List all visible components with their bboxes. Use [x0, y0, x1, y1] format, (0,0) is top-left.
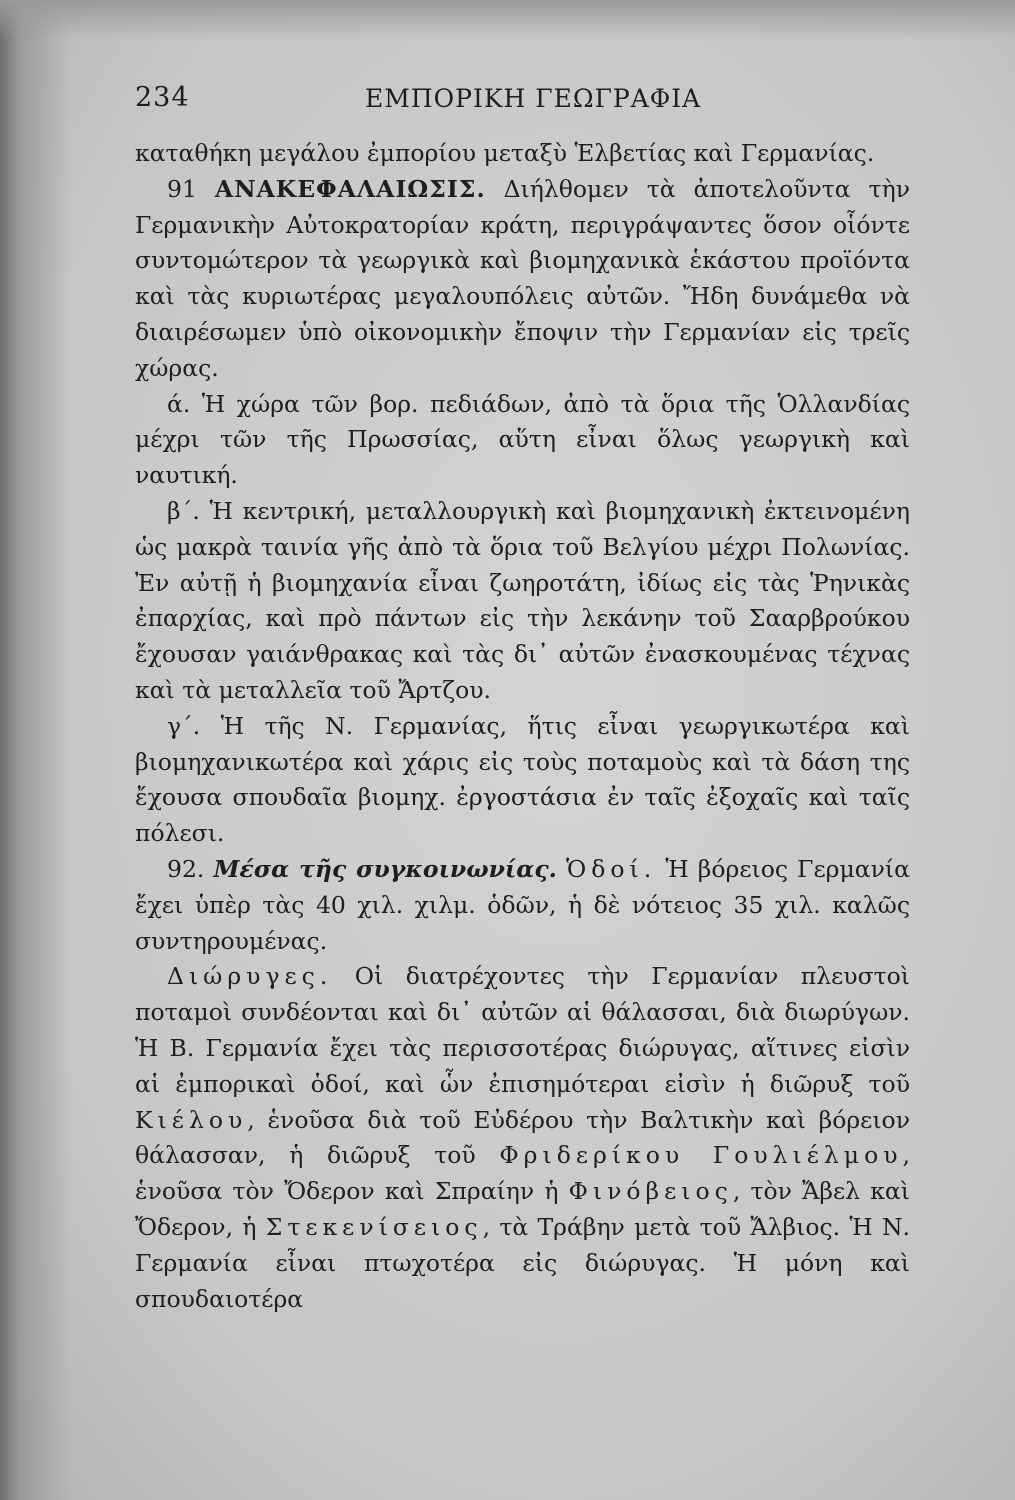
region-south-paragraph: γ΄. Ἡ τῆς Ν. Γερμανίας, ἥτις εἶναι γεωργικωτέρα καὶ βιομηχανικωτέρα καὶ χάρις εἰς τοὺς ποταμοὺς καὶ τὰ δάση της ἔχουσα σπουδαῖα βιομηχ. ἐργοστάσια ἐν ταῖς ἐξοχαῖς καὶ ταῖς πόλεσι.: [135, 711, 910, 848]
section-text: Διήλθομεν τὰ ἀποτελοῦντα τὴν Γερμανικὴν Αὐτοκρατορίαν κράτη, περιγράψαντες ὅσον οἷόντε συντομώτερον τὰ γεωργικὰ καὶ βιομηχανικὰ ἑκάστου προϊόντα καὶ τὰς κυριωτέρας μεγαλουπόλεις αὐτῶν. Ἤδη δυνάμεθα νὰ διαιρέσωμεν ὑπὸ οἰκονομικὴν ἔποψιν τὴν Γερμανίαν εἰς τρεῖς χώρας.: [135, 174, 910, 382]
canals-text: , ἑνοῦσα τὸν Ὄδερον καὶ Σπραίην ἡ: [135, 1141, 910, 1206]
section-heading: Μέσα τῆς συγκοινωνίας.: [213, 854, 557, 883]
section-heading: ΑΝΑΚΕΦΑΛΑΙΩΣΙΣ.: [214, 174, 486, 203]
canal-name-friedrich-wilhelm: Φριδερίκου Γουλιέλμου: [499, 1141, 903, 1170]
section-number: 92.: [167, 854, 205, 883]
region-north-paragraph: ά. Ἡ χώρα τῶν βορ. πεδιάδων, ἀπὸ τὰ ὅρια τῆς Ὁλλανδίας μέχρι τῶν τῆς Πρωσσίας, αὕτη εἶναι ὅλως γεωργικὴ καὶ ναυτική.: [135, 389, 910, 490]
subheading-roads: Ὁδοί.: [566, 854, 657, 883]
page-number: 234: [135, 82, 190, 113]
region-central-paragraph: β΄. Ἡ κεντρική, μεταλλουργικὴ καὶ βιομηχανικὴ ἐκτεινομένη ὡς μακρὰ ταινία γῆς ἀπὸ τὰ ὅρια τοῦ Βελγίου μέχρι Πολωνίας. Ἐν αὐτῇ ἡ βιομηχανία εἶναι ζωηροτάτη, ἰδίως εἰς τὰς Ῥηνικὰς ἐπαρχίας, καὶ πρὸ πάντων εἰς τὴν λεκάνην τοῦ Σααρβρούκου ἔχουσαν γαιάνθρακας καὶ τὰς δι᾽ αὐτῶν ἐνασκουμένας τέχνας καὶ τὰ μεταλλεῖα τοῦ Ἄρτζου.: [135, 496, 910, 704]
paragraph-continuation: καταθήκη μεγάλου ἐμπορίου μεταξὺ Ἑλβετίας καὶ Γερμανίας.: [135, 139, 875, 167]
canal-name-stecknitz: Στεκενίσειος: [265, 1212, 483, 1241]
canals-paragraph: [135, 959, 910, 1317]
running-title: ΕΜΠΟΡΙΚΗ ΓΕΩΓΡΑΦΙΑ: [365, 84, 702, 113]
canals-text: , ἑνοῦσα διὰ τοῦ Εὐδέρου τὴν Βαλτικὴν καὶ βόρειον θάλασσαν, ἡ διῶρυξ τοῦ: [135, 1105, 910, 1170]
subheading-canals: Διώρυγες.: [167, 962, 333, 991]
canal-name-kiel: Κιέλου: [135, 1105, 248, 1134]
section-number: 91: [167, 174, 197, 203]
page-edge-shadow-top: [0, 0, 1015, 40]
canals-text: , τὸν Ἄβελ καὶ Ὄδερον, ἡ: [135, 1177, 910, 1241]
canal-name-finow: Φινόβειος: [568, 1177, 733, 1206]
canals-text: , τὰ Τράβην μετὰ τοῦ Ἄλβιος. Ἡ Ν. Γερμανία εἶναι πτωχοτέρα εἰς διώρυγας. Ἡ μόνη καὶ σπουδαιοτέρα: [135, 1212, 910, 1313]
section-91-paragraph: [135, 172, 910, 387]
page-edge-shadow-left: [0, 0, 70, 1500]
body-text: [135, 136, 910, 1317]
section-text: Ἡ βόρειος Γερμανία ἔχει ὑπὲρ τὰς 40 χιλ. χιλμ. ὁδῶν, ἡ δὲ νότειος 35 χιλ. καλῶς συντηρουμένας.: [135, 854, 910, 955]
running-header: [135, 78, 910, 118]
section-92-paragraph: [135, 852, 910, 959]
canals-text: Οἱ διατρέχοντες τὴν Γερμανίαν πλευστοὶ ποταμοὶ συνδέονται καὶ δι᾽ αὐτῶν αἱ θάλασσαι, διὰ διωρύγων. Ἡ Β. Γερμανία ἔχει τὰς περισσοτέρας διώρυγας, αἵτινες εἰσὶν αἱ ἐμπορικαὶ ὁδοί, καὶ ὧν ἐπισημότεραι εἰσὶν ἡ διῶρυξ τοῦ: [135, 962, 910, 1098]
